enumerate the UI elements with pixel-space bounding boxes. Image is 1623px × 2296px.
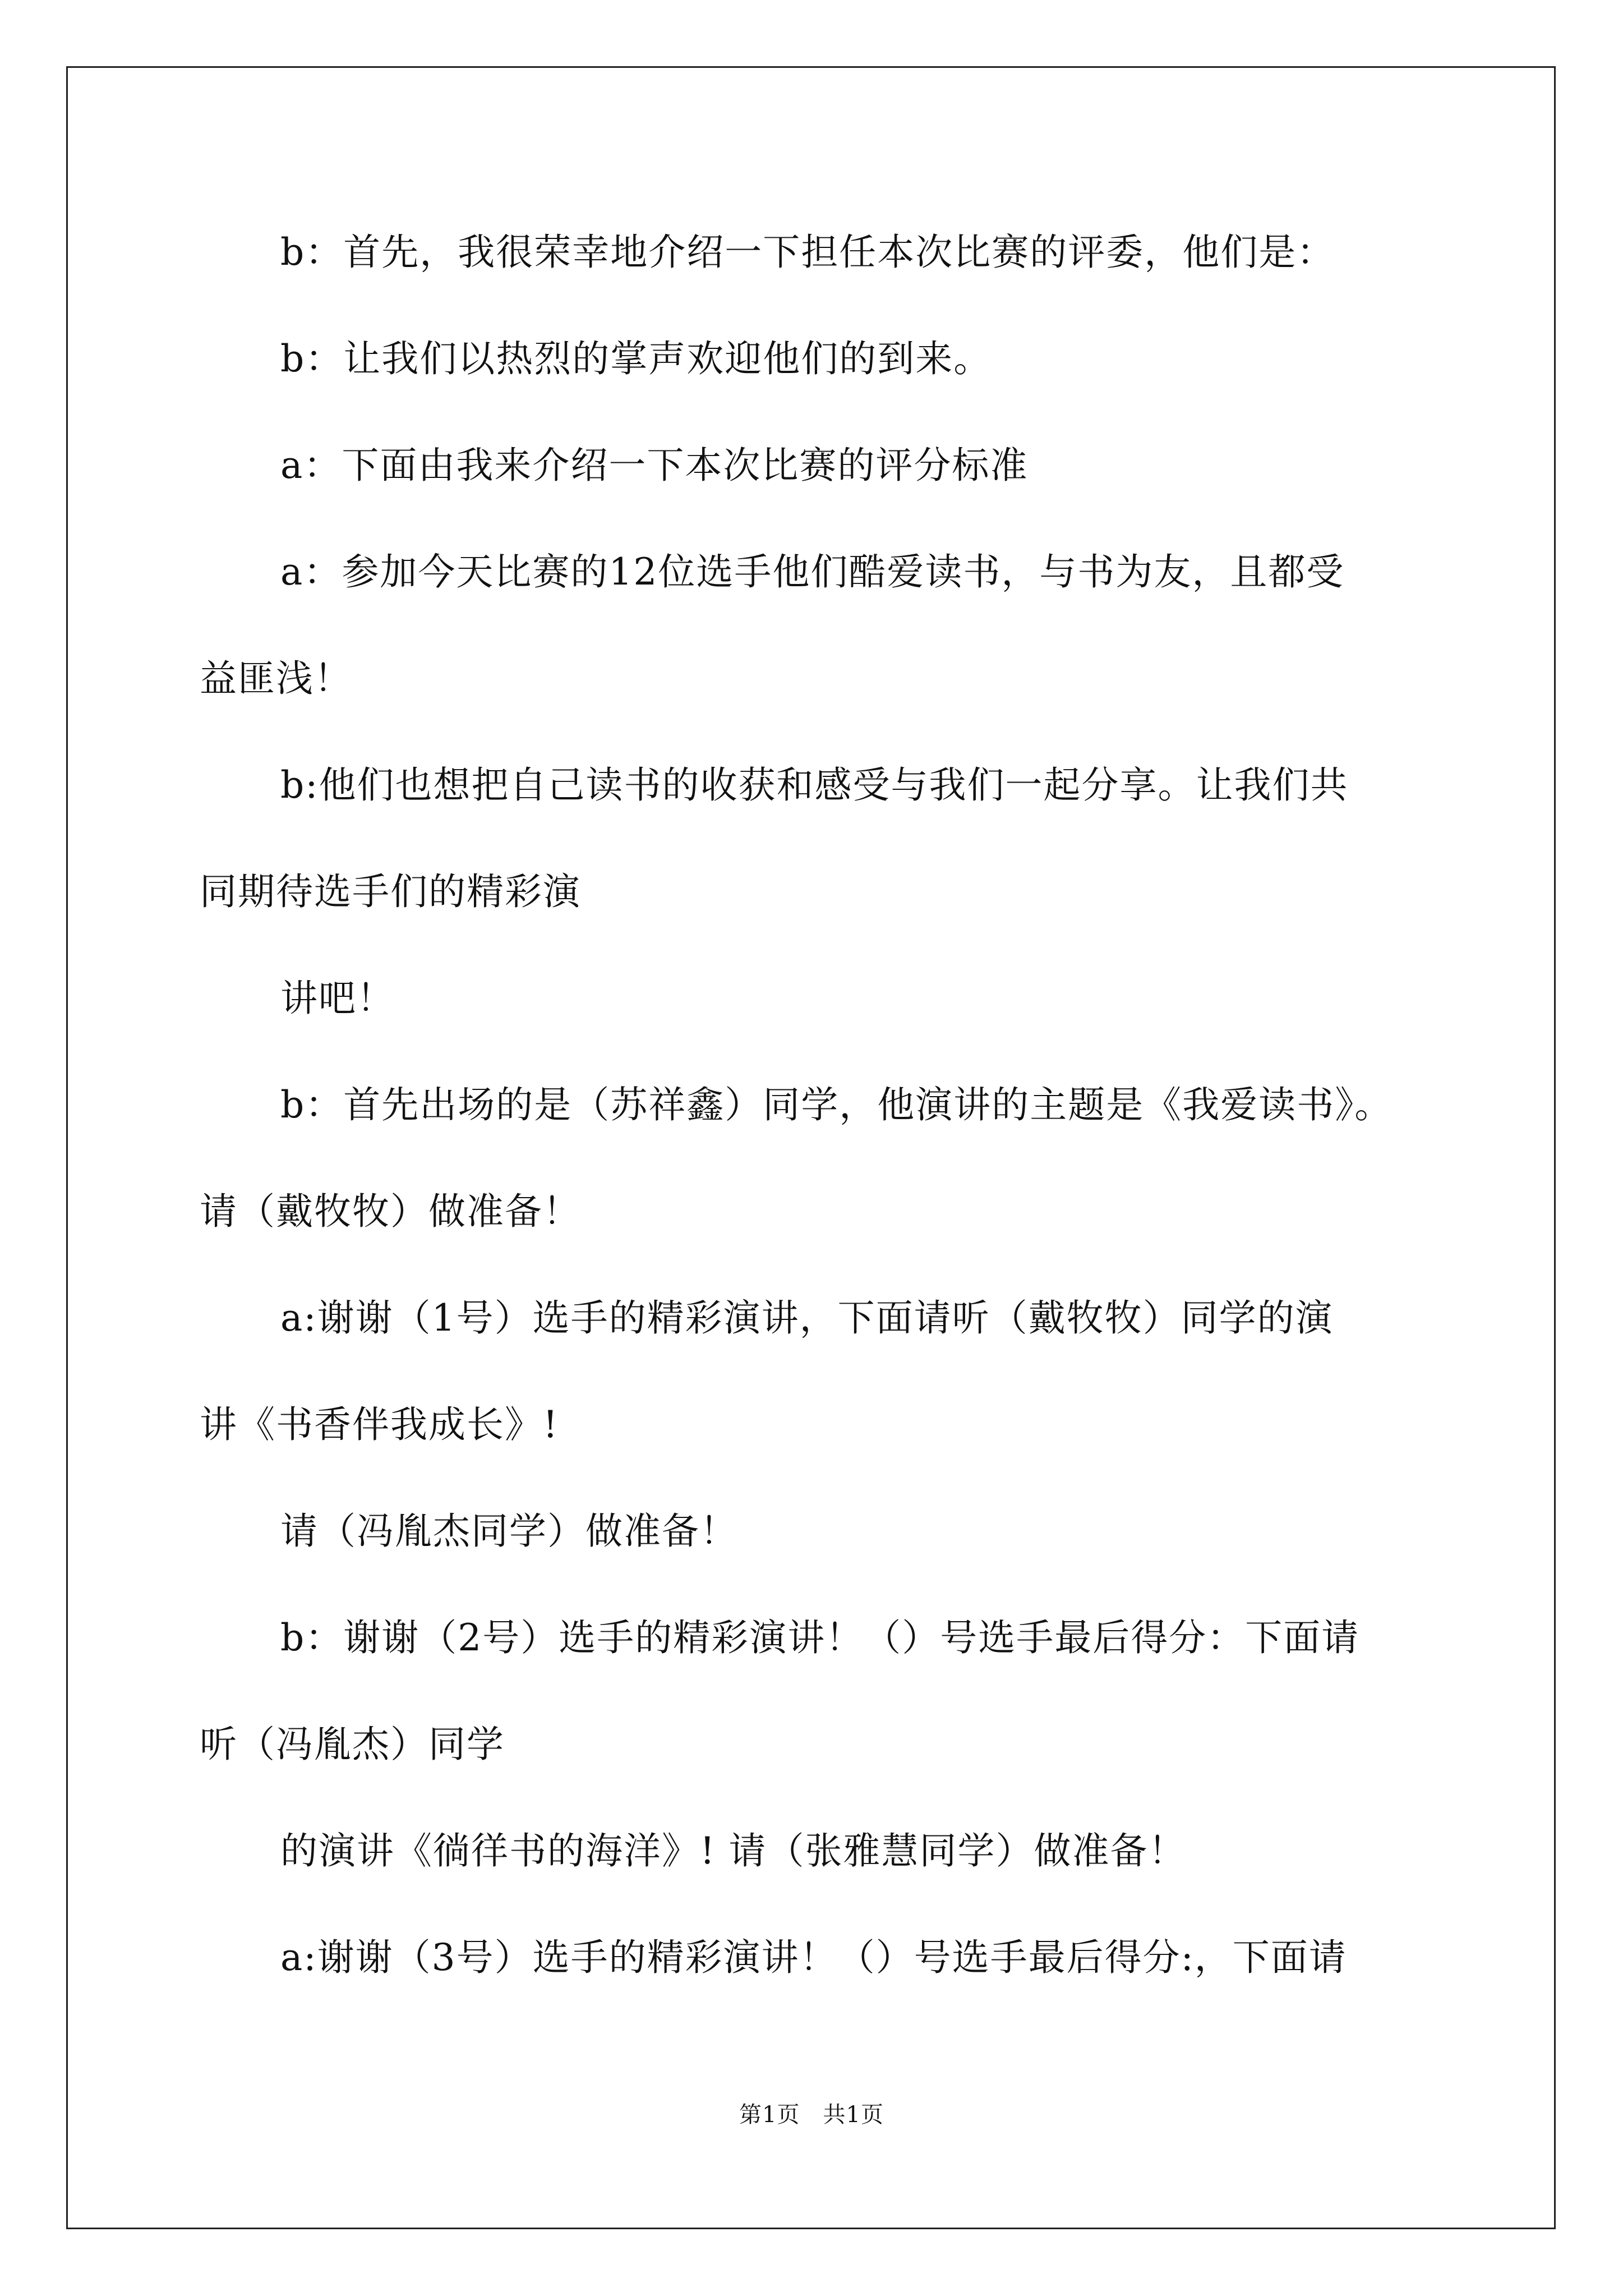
paragraph-line: 的演讲《徜徉书的海洋》! 请（张雅慧同学）做准备！ bbox=[280, 1829, 1187, 1872]
paragraph-line: 讲吧！ bbox=[280, 977, 395, 1020]
paragraph-line: 请（戴牧牧）做准备！ bbox=[200, 1190, 581, 1233]
paragraph-line: 讲《书香伴我成长》! bbox=[200, 1403, 559, 1446]
paragraph-line: 益匪浅！ bbox=[200, 657, 352, 700]
page-footer: 第1页 共1页 bbox=[739, 2102, 884, 2128]
paragraph-line: a：参加今天比赛的12位选手他们酷爱读书，与书为友，且都受 bbox=[280, 550, 1345, 593]
paragraph-line: b：首先，我很荣幸地介绍一下担任本次比赛的评委，他们是： bbox=[280, 231, 1335, 274]
paragraph-line: 请（冯胤杰同学）做准备！ bbox=[280, 1510, 738, 1553]
paragraph-line: b：让我们以热烈的掌声欢迎他们的到来。 bbox=[280, 337, 992, 380]
paragraph-line: b：谢谢（2号）选手的精彩演讲！（）号选手最后得分：下面请 bbox=[280, 1616, 1360, 1659]
paragraph-line: a：下面由我来介绍一下本次比赛的评分标准 bbox=[280, 444, 1029, 487]
paragraph-line: a:谢谢（1号）选手的精彩演讲，下面请听（戴牧牧）同学的演 bbox=[280, 1296, 1334, 1340]
paragraph-line: a:谢谢（3号）选手的精彩演讲！（）号选手最后得分:，下面请 bbox=[280, 1936, 1347, 1979]
paragraph-line: 听（冯胤杰）同学 bbox=[200, 1723, 505, 1766]
paragraph-line: b:他们也想把自己读书的收获和感受与我们一起分享。让我们共 bbox=[280, 763, 1349, 807]
paragraph-line: b：首先出场的是（苏祥鑫）同学，他演讲的主题是《我爱读书》。 bbox=[280, 1083, 1393, 1126]
paragraph-line: 同期待选手们的精彩演 bbox=[200, 870, 581, 913]
page-border bbox=[66, 66, 1556, 2229]
